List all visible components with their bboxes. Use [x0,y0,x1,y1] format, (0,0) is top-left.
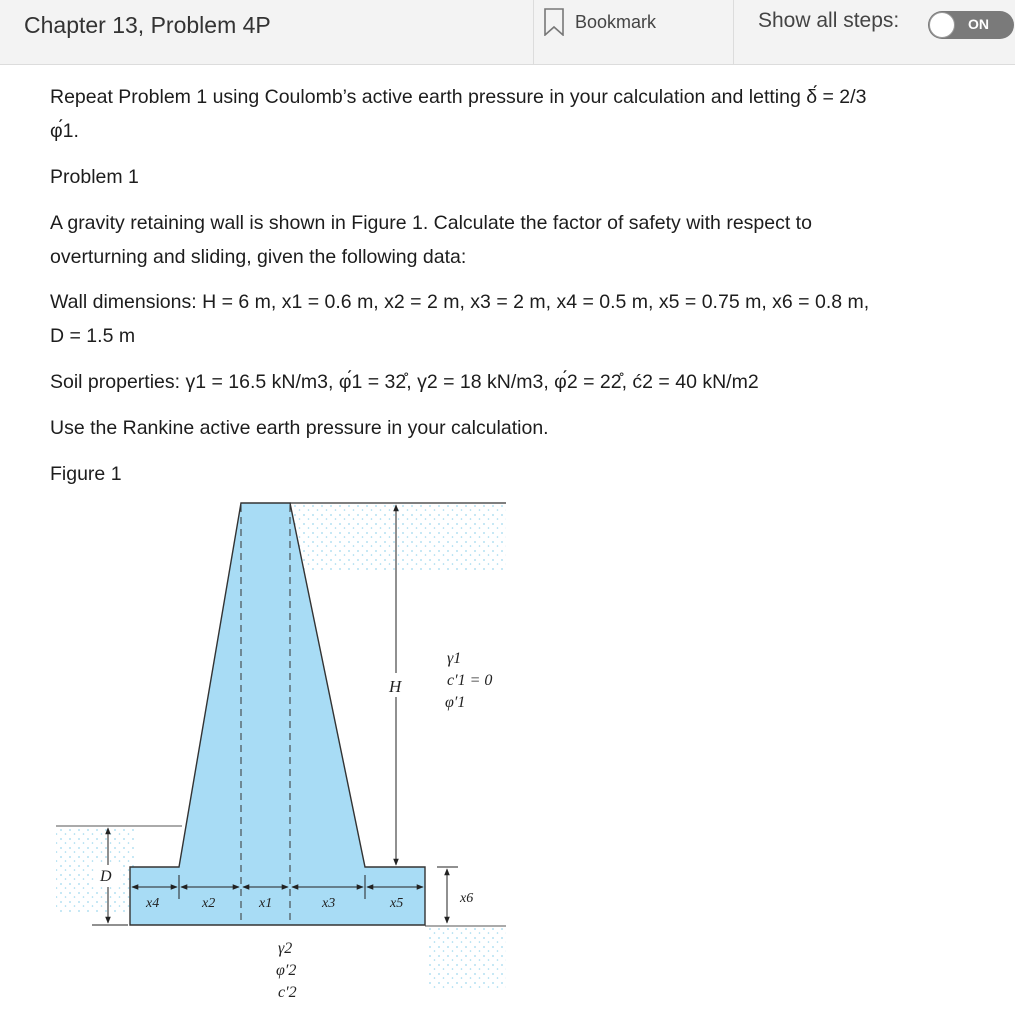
foundation-soil [428,927,506,989]
show-all-steps-toggle[interactable] [928,11,1014,39]
page-header [0,0,1015,65]
toggle-state-label: ON [968,16,989,32]
wall-dimensions-line-1: Wall dimensions: H = 6 m, x1 = 0.6 m, x2 = 2 m, x3 = 2 m, x4 = 0.5 m, x5 = 0.75 m, x6 = 0.8 m, [50,291,870,313]
problem-description-line-2: overturning and sliding, given the following data: [50,246,467,268]
foundation-gamma: γ2 [278,940,293,957]
problem-subheading: Problem 1 [50,166,139,188]
soil-properties: Soil properties: γ1 = 16.5 kN/m3, φ́1 = 32̊, γ2 = 18 kN/m3, φ́2 = 22̊, ć2 = 40 kN/m2 [50,371,759,393]
toggle-knob [929,12,955,38]
bookmark-label: Bookmark [575,11,657,32]
label-x5: x5 [390,896,404,911]
wall-dimensions-line-2: D = 1.5 m [50,325,136,347]
label-x4: x4 [146,896,160,911]
retaining-wall-figure [50,495,510,1020]
problem-intro-line-2: φ́1. [50,120,79,142]
figure-label: Figure 1 [50,463,122,485]
label-x3: x3 [322,896,336,911]
bookmark-button[interactable] [543,6,656,38]
backfill-soil [290,503,506,571]
backfill-gamma: γ1 [447,650,462,667]
instruction: Use the Rankine active earth pressure in your calculation. [50,417,549,439]
problem-description-line-1: A gravity retaining wall is shown in Figure 1. Calculate the factor of safety with respect to [50,212,812,234]
label-x2: x2 [202,896,216,911]
problem-intro-line-1: Repeat Problem 1 using Coulomb’s active earth pressure in your calculation and letting δ́ = 2/3 [50,86,867,108]
backfill-phi: φ′1 [445,694,466,711]
header-divider [533,0,534,64]
bookmark-icon [543,8,565,36]
label-x6: x6 [460,891,474,906]
label-d: D [100,868,112,885]
chapter-title: Chapter 13, Problem 4P [24,12,271,38]
show-all-steps-label: Show all steps: [758,9,900,32]
header-divider [733,0,734,64]
backfill-cohesion: c′1 = 0 [447,672,493,689]
label-x1: x1 [259,896,273,911]
problem-content [50,80,990,491]
foundation-cohesion: c′2 [278,984,297,1001]
label-h: H [389,677,402,696]
foundation-phi: φ′2 [276,962,297,979]
